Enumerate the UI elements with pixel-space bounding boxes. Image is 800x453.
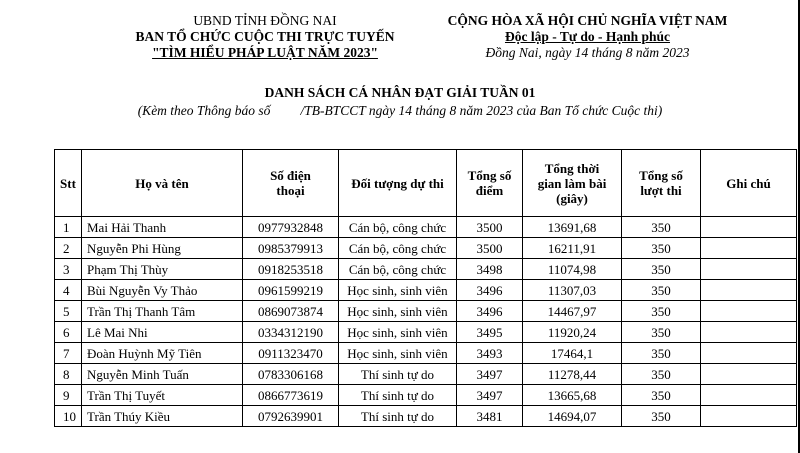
row-target: Cán bộ, công chức bbox=[339, 217, 457, 238]
header-note: Ghi chú bbox=[701, 150, 797, 217]
row-attempts: 350 bbox=[622, 259, 701, 280]
row-score: 3500 bbox=[457, 217, 523, 238]
row-score: 3497 bbox=[457, 385, 523, 406]
row-note bbox=[701, 238, 797, 259]
row-target: Thí sinh tự do bbox=[339, 385, 457, 406]
header-attempts: Tổng số lượt thi bbox=[622, 150, 701, 217]
row-note bbox=[701, 301, 797, 322]
row-name: Phạm Thị Thùy bbox=[82, 259, 243, 280]
row-name: Mai Hải Thanh bbox=[82, 217, 243, 238]
row-phone: 0869073874 bbox=[243, 301, 339, 322]
header-time: Tổng thời gian làm bài (giây) bbox=[523, 150, 622, 217]
row-note bbox=[701, 280, 797, 301]
row-attempts: 350 bbox=[622, 364, 701, 385]
issuer-header bbox=[120, 13, 410, 61]
row-score: 3498 bbox=[457, 259, 523, 280]
row-name: Trần Thị Tuyết bbox=[82, 385, 243, 406]
table-row bbox=[55, 364, 797, 385]
row-stt: 4 bbox=[55, 280, 82, 301]
national-motto: Độc lập - Tự do - Hạnh phúc bbox=[504, 29, 671, 44]
row-time: 13691,68 bbox=[523, 217, 622, 238]
title-block bbox=[0, 84, 800, 120]
row-stt: 8 bbox=[55, 364, 82, 385]
row-target: Thí sinh tự do bbox=[339, 406, 457, 427]
document-date: Đồng Nai, ngày 14 tháng 8 năm 2023 bbox=[485, 45, 690, 60]
row-stt: 6 bbox=[55, 322, 82, 343]
row-note bbox=[701, 259, 797, 280]
row-attempts: 350 bbox=[622, 280, 701, 301]
row-attempts: 350 bbox=[622, 301, 701, 322]
table-row bbox=[55, 322, 797, 343]
row-time: 14467,97 bbox=[523, 301, 622, 322]
row-phone: 0792639901 bbox=[243, 406, 339, 427]
subtitle-part-1: (Kèm theo Thông báo số bbox=[137, 103, 271, 118]
row-note bbox=[701, 364, 797, 385]
row-name: Nguyễn Minh Tuấn bbox=[82, 364, 243, 385]
row-note bbox=[701, 322, 797, 343]
row-attempts: 350 bbox=[622, 238, 701, 259]
row-target: Cán bộ, công chức bbox=[339, 259, 457, 280]
row-attempts: 350 bbox=[622, 343, 701, 364]
table-row bbox=[55, 406, 797, 427]
row-name: Bùi Nguyễn Vy Thảo bbox=[82, 280, 243, 301]
header-target: Đối tượng dự thi bbox=[339, 150, 457, 217]
national-title: CỘNG HÒA XÃ HỘI CHỦ NGHĨA VIỆT NAM bbox=[447, 13, 728, 28]
table-row bbox=[55, 343, 797, 364]
row-name: Đoàn Huỳnh Mỹ Tiên bbox=[82, 343, 243, 364]
row-name: Nguyễn Phi Hùng bbox=[82, 238, 243, 259]
document-subtitle bbox=[0, 102, 800, 120]
row-phone: 0985379913 bbox=[243, 238, 339, 259]
table-row bbox=[55, 301, 797, 322]
row-time: 13665,68 bbox=[523, 385, 622, 406]
row-time: 14694,07 bbox=[523, 406, 622, 427]
winners-table bbox=[54, 149, 797, 427]
row-score: 3496 bbox=[457, 301, 523, 322]
row-attempts: 350 bbox=[622, 385, 701, 406]
table-row bbox=[55, 385, 797, 406]
row-stt: 9 bbox=[55, 385, 82, 406]
row-target: Học sinh, sinh viên bbox=[339, 322, 457, 343]
row-phone: 0334312190 bbox=[243, 322, 339, 343]
row-name: Lê Mai Nhi bbox=[82, 322, 243, 343]
row-attempts: 350 bbox=[622, 322, 701, 343]
header-score: Tổng số điểm bbox=[457, 150, 523, 217]
row-time: 11278,44 bbox=[523, 364, 622, 385]
issuer-committee: BAN TỔ CHỨC CUỘC THI TRỰC TUYẾN bbox=[135, 29, 395, 44]
row-time: 11307,03 bbox=[523, 280, 622, 301]
row-time: 11074,98 bbox=[523, 259, 622, 280]
row-attempts: 350 bbox=[622, 217, 701, 238]
table-row bbox=[55, 217, 797, 238]
subtitle-part-2: /TB-BTCCT ngày 14 tháng 8 năm 2023 của Ban Tổ chức Cuộc thi) bbox=[300, 103, 663, 118]
row-target: Học sinh, sinh viên bbox=[339, 343, 457, 364]
row-phone: 0911323470 bbox=[243, 343, 339, 364]
row-name: Trần Thúy Kiều bbox=[82, 406, 243, 427]
row-time: 11920,24 bbox=[523, 322, 622, 343]
row-score: 3481 bbox=[457, 406, 523, 427]
row-stt: 2 bbox=[55, 238, 82, 259]
issuer-authority: UBND TỈNH ĐỒNG NAI bbox=[193, 13, 337, 28]
row-target: Cán bộ, công chức bbox=[339, 238, 457, 259]
row-time: 17464,1 bbox=[523, 343, 622, 364]
row-note bbox=[701, 385, 797, 406]
row-phone: 0918253518 bbox=[243, 259, 339, 280]
row-phone: 0866773619 bbox=[243, 385, 339, 406]
row-time: 16211,91 bbox=[523, 238, 622, 259]
row-stt: 3 bbox=[55, 259, 82, 280]
table-row bbox=[55, 280, 797, 301]
row-target: Học sinh, sinh viên bbox=[339, 280, 457, 301]
header-stt: Stt bbox=[55, 150, 82, 217]
row-stt: 7 bbox=[55, 343, 82, 364]
row-note bbox=[701, 217, 797, 238]
table-header-row bbox=[55, 150, 797, 217]
row-score: 3493 bbox=[457, 343, 523, 364]
row-stt: 1 bbox=[55, 217, 82, 238]
table-row bbox=[55, 238, 797, 259]
row-phone: 0961599219 bbox=[243, 280, 339, 301]
header-phone: Số điện thoại bbox=[243, 150, 339, 217]
row-score: 3496 bbox=[457, 280, 523, 301]
document-title: DANH SÁCH CÁ NHÂN ĐẠT GIẢI TUẦN 01 bbox=[264, 85, 536, 100]
row-name: Trần Thị Thanh Tâm bbox=[82, 301, 243, 322]
header-name: Họ và tên bbox=[82, 150, 243, 217]
contest-name: "TÌM HIỂU PHÁP LUẬT NĂM 2023" bbox=[152, 45, 378, 60]
row-note bbox=[701, 343, 797, 364]
row-score: 3495 bbox=[457, 322, 523, 343]
row-target: Thí sinh tự do bbox=[339, 364, 457, 385]
row-phone: 0783306168 bbox=[243, 364, 339, 385]
row-note bbox=[701, 406, 797, 427]
row-score: 3497 bbox=[457, 364, 523, 385]
row-attempts: 350 bbox=[622, 406, 701, 427]
table-row bbox=[55, 259, 797, 280]
row-target: Học sinh, sinh viên bbox=[339, 301, 457, 322]
national-header bbox=[405, 13, 770, 61]
row-score: 3500 bbox=[457, 238, 523, 259]
row-stt: 5 bbox=[55, 301, 82, 322]
row-stt: 10 bbox=[55, 406, 82, 427]
row-phone: 0977932848 bbox=[243, 217, 339, 238]
